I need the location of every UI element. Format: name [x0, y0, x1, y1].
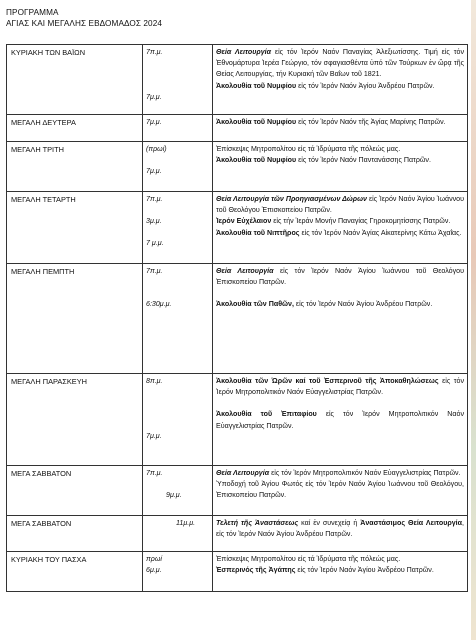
description-cell: [213, 264, 468, 374]
time-value: 6μ.μ.: [146, 566, 162, 575]
time-cell: [143, 466, 213, 516]
time-value: 3μ.μ.: [146, 217, 162, 226]
schedule-table: [6, 44, 468, 592]
event-entry: [216, 468, 464, 479]
event-title: Θεία Λειτουργία: [216, 267, 274, 275]
time-cell: [143, 264, 213, 374]
event-details: εἰς τόν Ἱερόν Ναόν Ἁγίου Ἀνδρέου Πατρῶν.: [295, 566, 434, 575]
event-entry: [216, 376, 464, 398]
event-details: εἰς τόν Ἱερόν Ναόν τῆς Ἁγίας Μαρίνης Πατρῶν.: [296, 118, 446, 126]
event-entry: [216, 144, 464, 155]
event-entry: [216, 518, 464, 540]
title-line-1: ΠΡΟΓΡΑΜΜΑ: [6, 8, 59, 17]
time-value: 7π.μ.: [146, 469, 163, 477]
event-title: Ἀκολουθία τοῦ Ἐπιταφίου: [216, 410, 317, 419]
event-details: Ὑποδοχή τοῦ Ἁγίου Φωτός εἰς τόν Ἱερόν Ναόν Ἁγίου Ἰωάννου τοῦ Θεολόγου, Ἐπισκοπείου Πατρῶν.: [216, 480, 464, 500]
event-details: εἰς τόν Ἱερόν Ναόν Παναγίας Ἀλεξιωτίσσης. Τιμή εἰς τόν Ἐθνομάρτυρα Ἱερέα Γεώργιο, τόν σφαγιασθέντα ὑπό τῶν Τούρκων ἐν ὥρᾳ τῆς Θείας Λειτουργίας, τήν Κυριακή τῶν Βαΐων τοῦ 1821.: [216, 48, 465, 79]
time-cell: [143, 516, 213, 552]
time-value: 7μ.μ.: [146, 167, 162, 176]
event-title: Θεία Λειτουργία: [216, 469, 270, 477]
event-details: εἰς τόν Ἱερόν Μητροπολιτικόν Ναόν Εὐαγγελιστρίας Πατρῶν.: [269, 469, 461, 477]
event-entry: [216, 266, 464, 288]
event-details: εἰς τόν Ἱερόν Ναόν Ἁγίας Αἰκατερίνης Κάτω Ἀχαΐας.: [299, 228, 462, 237]
table-row: [7, 466, 468, 516]
day-cell: ΜΕΓΑ ΣΑΒΒΑΤΟΝ: [7, 516, 143, 552]
day-cell: ΚΥΡΙΑΚΗ ΤΩΝ ΒΑΪΩΝ: [7, 45, 143, 115]
event-title: Ἀκολουθία τῶν Παθῶν,: [216, 300, 294, 309]
event-entry: [216, 117, 464, 128]
event-details: εἰς τόν Ἱερόν Ναόν Παντανάσσης Πατρῶν.: [296, 156, 431, 165]
day-cell: ΜΕΓΑΛΗ ΠΕΜΠΤΗ: [7, 264, 143, 374]
description-cell: [213, 552, 468, 592]
event-title: Ἑσπερινός τῆς Ἀγάπης: [216, 566, 296, 575]
time-cell: [143, 115, 213, 142]
event-title: Ἀκολουθία τοῦ Νυμφίου: [216, 156, 297, 165]
table-row: [7, 45, 468, 115]
event-entry: [216, 299, 464, 310]
time-value: 7π.μ.: [146, 267, 163, 275]
document-title: [6, 8, 162, 29]
event-title: Θεία Λειτουργία: [216, 48, 272, 56]
day-cell: ΜΕΓΑΛΗ ΤΕΤΑΡΤΗ: [7, 192, 143, 264]
description-cell: [213, 466, 468, 516]
description-cell: [213, 45, 468, 115]
event-entry: [216, 194, 464, 216]
time-value: 7π.μ.: [146, 48, 163, 56]
description-cell: [213, 115, 468, 142]
time-value: (πρωί): [146, 145, 167, 153]
event-details: , εἰς τόν Ἱερόν Ναόν Ἁγίου Ἀνδρέου Πατρῶν.: [216, 519, 464, 539]
event-title: Ἀκολουθία τοῦ Νιπτῆρος: [216, 228, 300, 237]
time-value: 9μ.μ.: [166, 491, 182, 500]
day-cell: ΜΕΓΑΛΗ ΔΕΥΤΕΡΑ: [7, 115, 143, 142]
time-value: 6:30μ.μ.: [146, 300, 172, 309]
time-cell: [143, 552, 213, 592]
time-value: 11μ.μ.: [176, 519, 196, 527]
time-value: 7μ.μ.: [146, 93, 162, 102]
event-title: Θεία Λειτουργία τῶν Προηγιασμένων Δώρων: [216, 195, 367, 203]
title-line-2: ΑΓΙΑΣ ΚΑΙ ΜΕΓΑΛΗΣ ΕΒΔΟΜΑΔΟΣ 2024: [6, 18, 163, 28]
time-cell: [143, 374, 213, 466]
table-row: [7, 192, 468, 264]
time-value: πρωί: [146, 555, 162, 563]
time-cell: [143, 142, 213, 192]
event-entry: [216, 47, 464, 81]
event-details: εἰς τόν Ἱερόν Ναόν Ἁγίου Ἰωάννου τοῦ Θεολόγου Ἐπισκοπείου Πατρῶν.: [216, 267, 464, 287]
page-edge-decoration: [471, 0, 476, 640]
table-row: [7, 142, 468, 192]
time-value: 8π.μ.: [146, 377, 163, 385]
event-details: εἰς Ἱερόν Ναόν Ἁγίου Ἰωάννου τοῦ Θεολόγου Ἐπισκοπείου Πατρῶν.: [216, 195, 465, 215]
table-row: [7, 115, 468, 142]
event-details: Ἐπίσκεψις Μητροπολίτου εἰς τά Ἱδρύματα τῆς πόλεώς μας.: [216, 145, 401, 153]
event-entry: [216, 81, 464, 92]
time-value: 7 μ.μ.: [146, 239, 164, 248]
event-entry: [216, 216, 464, 227]
event-details: εἰς τόν Ἱερόν Ναόν Ἁγίου Ἀνδρέου Πατρῶν.: [293, 300, 433, 309]
time-cell: [143, 45, 213, 115]
time-cell: [143, 192, 213, 264]
event-title: Ἀκολουθία τοῦ Νυμφίου: [216, 81, 297, 90]
event-details: εἰς τόν Ἱερόν Μητροπολιτικόν Ναόν Εὐαγγελιστρίας Πατρῶν.: [216, 377, 464, 397]
event-entry: [216, 554, 464, 565]
event-entry: [216, 228, 464, 239]
event-entry: [216, 155, 464, 166]
event-title: Ἱερόν Εὐχέλαιον: [216, 217, 272, 226]
time-value: 7μ.μ.: [146, 432, 162, 441]
day-cell: ΚΥΡΙΑΚΗ ΤΟΥ ΠΑΣΧΑ: [7, 552, 143, 592]
event-entry: [216, 479, 464, 501]
table-row: [7, 374, 468, 466]
event-details: Ἐπίσκεψις Μητροπολίτου εἰς τά Ἱδρύματα τῆς πόλεώς μας.: [216, 555, 401, 563]
event-title: Ἀναστάσιμος Θεία Λειτουργία: [360, 519, 463, 527]
event-title: Ἀκολουθία τῶν Ὡρῶν καί τοῦ Ἑσπερινοῦ τῆς Ἀποκαθηλώσεως: [216, 377, 439, 385]
event-entry: [216, 409, 464, 431]
description-cell: [213, 142, 468, 192]
table-row: [7, 516, 468, 552]
day-cell: ΜΕΓΑΛΗ ΠΑΡΑΣΚΕΥΗ: [7, 374, 143, 466]
event-details: εἰς τόν Ἱερόν Ναόν Ἁγίου Ἀνδρέου Πατρῶν.: [296, 81, 435, 90]
time-value: 7μ.μ.: [146, 118, 162, 126]
description-cell: [213, 192, 468, 264]
description-cell: [213, 516, 468, 552]
event-title: Τελετή τῆς Ἀναστάσεως: [216, 519, 299, 527]
event-details: εἰς τόν Ἱερόν Μητροπολιτικόν Ναόν Εὐαγγελιστρίας Πατρῶν.: [216, 410, 464, 430]
event-entry: [216, 565, 464, 576]
event-title: Ἀκολουθία τοῦ Νυμφίου: [216, 118, 297, 126]
day-cell: ΜΕΓΑΛΗ ΤΡΙΤΗ: [7, 142, 143, 192]
day-cell: ΜΕΓΑ ΣΑΒΒΑΤΟΝ: [7, 466, 143, 516]
table-row: [7, 552, 468, 592]
description-cell: [213, 374, 468, 466]
time-value: 7π.μ.: [146, 195, 163, 203]
event-details: εἰς τήν Ἱεράν Μονήν Παναγίας Γηροκομητίσσης Πατρῶν.: [271, 217, 451, 226]
event-details: καί ἐν συνεχείᾳ ἡ: [298, 519, 361, 527]
table-row: [7, 264, 468, 374]
